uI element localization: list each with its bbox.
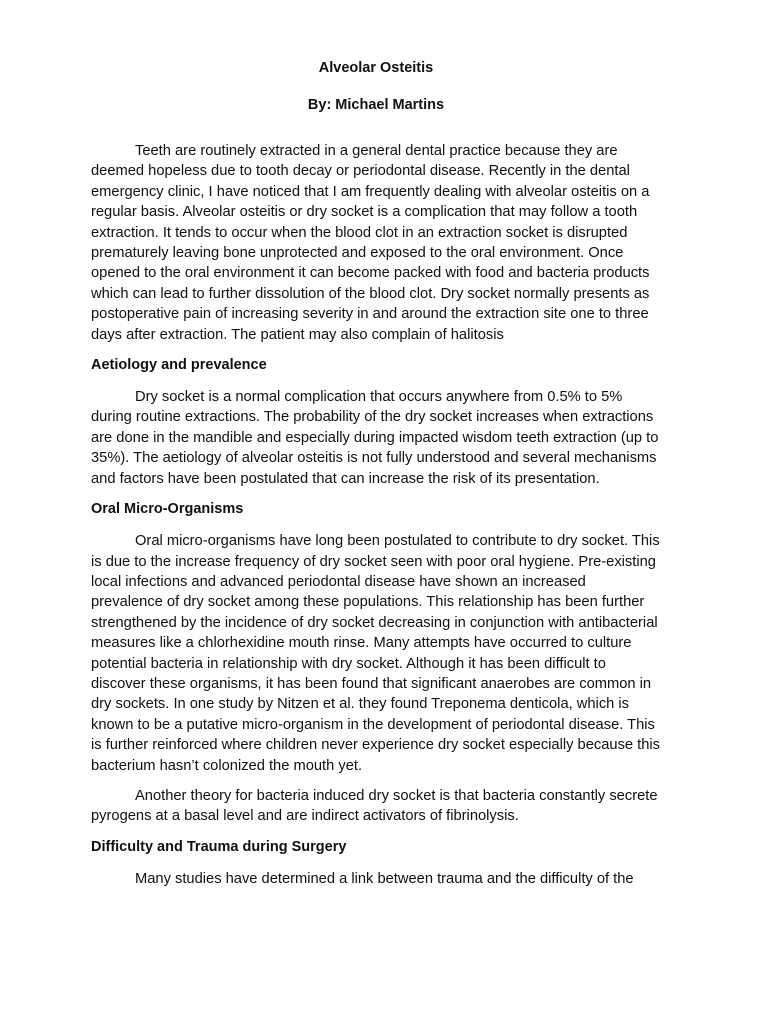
oral-micro-organisms-paragraph-2: Another theory for bacteria induced dry socket is that bacteria constantly secrete pyrogens at a basal level and are indirect activators of fibrinolysis. — [91, 787, 658, 825]
intro-paragraph: Teeth are routinely extracted in a general dental practice because they are deemed hopeless due to tooth decay or periodontal disease. Recently in the dental emergency clinic, I have noticed that I am frequently dealing with alveolar osteitis on a regular basis. Alveolar osteitis or dry socket is a complication that may follow a tooth extraction. It tends to occur when the blood clot in an extraction socket is disrupted prematurely leaving bone unprotected and exposed to the oral environment. Once opened to the oral environment it can become packed with food and bacteria products which can lead to further dissolution of the blood clot. Dry socket normally presents as postoperative pain of increasing severity in and around the extraction site one to three days after extraction. The patient may also complain of halitosis — [91, 143, 650, 343]
section-heading-aetiology: Aetiology and prevalence — [91, 357, 267, 374]
difficulty-trauma-paragraph: Many studies have determined a link between trauma and the difficulty of the — [135, 870, 634, 887]
document-page — [91, 58, 661, 889]
document-title: Alveolar Osteitis — [318, 60, 434, 76]
aetiology-paragraph: Dry socket is a normal complication that occurs anywhere from 0.5% to 5% during routine extractions. The probability of the dry socket increases when extractions are done in the mandible and especially during impacted wisdom teeth extraction (up to 35%). The aetiology of alveolar osteitis is not fully understood and several mechanisms and factors have been postulated that can increase the risk of its presentation. — [91, 389, 659, 487]
section-heading-oral-micro-organisms: Oral Micro-Organisms — [91, 501, 244, 518]
oral-micro-organisms-paragraph-1: Oral micro-organisms have long been postulated to contribute to dry socket. This is due to the increase frequency of dry socket seen with poor oral hygiene. Pre-existing local infections and advanced periodontal disease have shown an increased prevalence of dry socket among these populations. This relationship has been further strengthened by the incidence of dry socket decreasing in conjunction with antibacterial measures like a chlorhexidine mouth rinse. Many attempts have occurred to culture potential bacteria in relationship with dry socket. Although it has been difficult to discover these organisms, it has been found that significant anaerobes are common in dry sockets. In one study by Nitzen et al. they found Treponema denticola, which is known to be a putative micro-organism in the development of periodontal disease. This is further reinforced where children never experience dry socket especially because this bacterium hasn’t colonized the mouth yet. — [91, 533, 661, 774]
section-heading-difficulty-trauma: Difficulty and Trauma during Surgery — [91, 838, 347, 855]
document-author: By: Michael Martins — [307, 97, 445, 113]
